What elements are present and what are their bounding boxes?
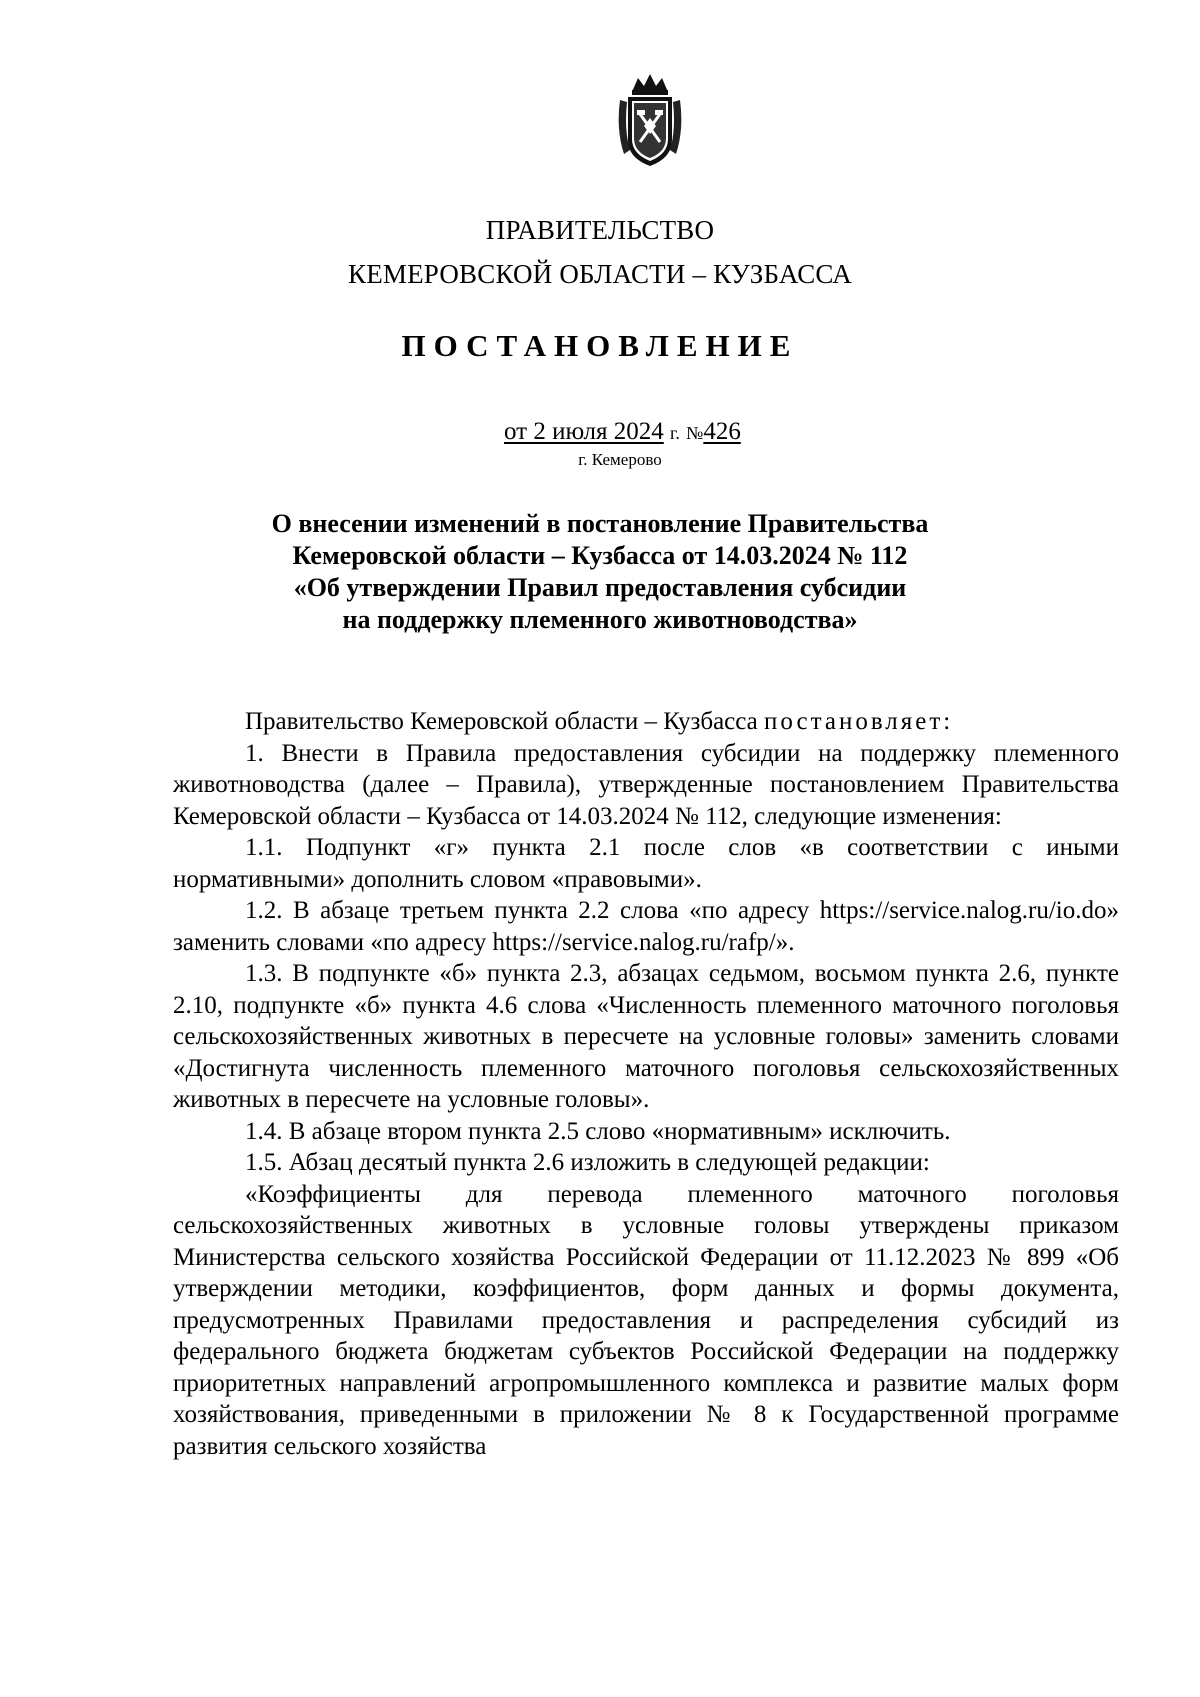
item-1-1: 1.1. Подпункт «г» пункта 2.1 после слов «в соответствии с иными нормативными» дополнить словом «правовыми».	[173, 834, 1119, 893]
item-1-5: 1.5. Абзац десятый пункта 2.6 изложить в следующей редакции:	[245, 1149, 930, 1176]
title-line: «Об утверждении Правил предоставления субсидии	[293, 573, 907, 602]
intro-action: постановляет:	[764, 708, 954, 735]
item-1-2: 1.2. В абзаце третьем пункта 2.2 слова «по адресу https://service.nalog.ru/io.do» заменить словами «по адресу https://service.nalog.ru/rafp/».	[173, 897, 1119, 956]
document-type: ПОСТАНОВЛЕНИЕ	[401, 328, 799, 363]
document-number: 426	[703, 418, 741, 445]
title-line: на поддержку племенного животноводства»	[342, 605, 858, 634]
city: г. Кемерово	[578, 450, 662, 469]
government-name-line1: ПРАВИТЕЛЬСТВО	[485, 215, 715, 245]
item-1-4: 1.4. В абзаце втором пункта 2.5 слово «нормативным» исключить.	[245, 1117, 951, 1145]
item-1: 1. Внести в Правила предоставления субсидии на поддержку племенного животноводства (далее – Правила), утвержденные постановлением Правительства Кемеровской области – Кузбасса от 14.03.2024 № 112, следующие изменения:	[173, 739, 1119, 830]
document-date: от 2 июля 2024	[504, 418, 664, 445]
title-line: Кемеровской области – Кузбасса от 14.03.2024 № 112	[292, 541, 908, 570]
year-suffix: г.	[670, 423, 680, 443]
number-sign: №	[686, 423, 704, 443]
item-1-3: 1.3. В подпункте «б» пункта 2.3, абзацах седьмом, восьмом пункта 2.6, пункте 2.10, подпункте «б» пункта 4.6 слова «Численность племенного маточного поголовья сельскохозяйственных животных в пересчете на условные головы» заменить словами «Достигнута численность племенного маточного поголовья сельскохозяйственных животных в пересчете на условные головы».	[173, 960, 1119, 1113]
date-number-line	[504, 417, 741, 448]
quote-paragraph: «Коэффициенты для перевода племенного маточного поголовья сельскохозяйственных животных в условные головы утверждены приказом Министерства сельского хозяйства Российской Федерации от 11.12.2023 № 899 «Об утверждении методики, коэффициентов, форм данных и формы документа, предусмотренных Правилами предоставления и распределения субсидий из федерального бюджета бюджетам субъектов Российской Федерации на поддержку приоритетных направлений агропромышленного комплекса и развитие малых форм хозяйствования, приведенными в приложении № 8 к Государственной программе развития сельского хозяйства	[173, 1180, 1119, 1460]
document-title	[0, 508, 1200, 636]
coat-of-arms-icon	[610, 70, 690, 170]
intro-main: Правительство Кемеровской области – Кузбасса	[245, 708, 758, 735]
document-body	[173, 706, 1119, 1462]
title-line: О внесении изменений в постановление Правительства	[271, 509, 929, 538]
intro-paragraph	[173, 706, 1119, 738]
government-name-line2: КЕМЕРОВСКОЙ ОБЛАСТИ – КУЗБАССА	[348, 259, 852, 289]
